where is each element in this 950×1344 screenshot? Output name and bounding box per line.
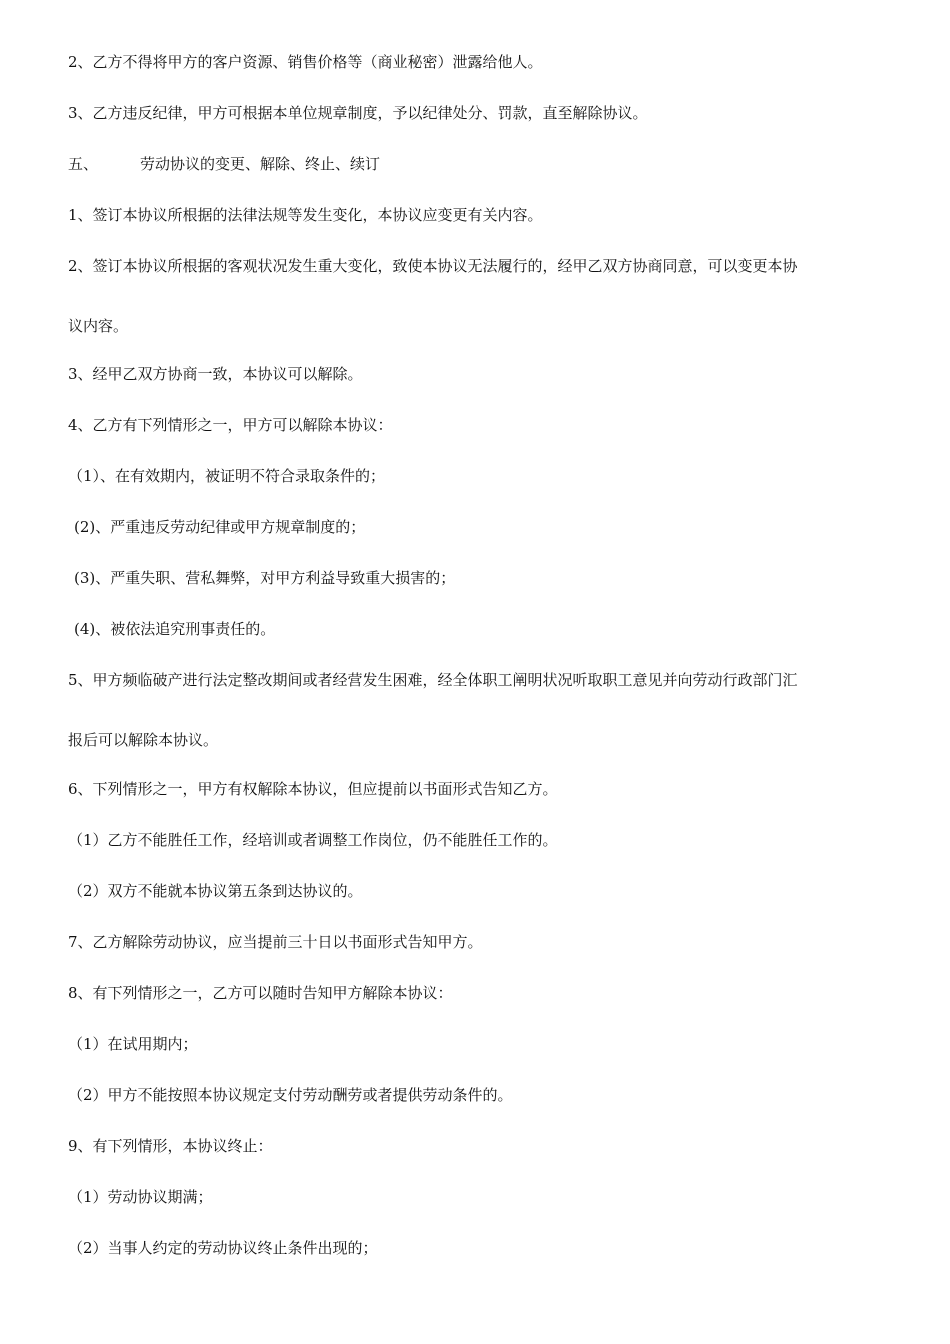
list-item-5-8-1: （1）在试用期内；: [68, 1035, 198, 1053]
list-item-5-4-1: （1）、在有效期内，被证明不符合录取条件的；: [68, 467, 386, 485]
list-item-5-4-4: (4)、被依法追究刑事责任的。: [74, 620, 276, 638]
list-item-5-6-2: （2）双方不能就本协议第五条到达协议的。: [68, 882, 363, 900]
section-heading-5: [68, 154, 380, 174]
list-item-5-6-1: （1）乙方不能胜任工作，经培训或者调整工作岗位，仍不能胜任工作的。: [68, 831, 558, 849]
paragraph-clause-5-9: 9、有下列情形，本协议终止：: [68, 1137, 273, 1155]
paragraph-clause-5-1: 1、签订本协议所根据的法律法规等发生变化，本协议应变更有关内容。: [68, 206, 543, 224]
paragraph-clause-5-5-continued: 报后可以解除本协议。: [68, 731, 219, 749]
list-item-5-4-2: (2)、严重违反劳动纪律或甲方规章制度的；: [74, 518, 366, 536]
paragraph-clause-5-6: 6、下列情形之一，甲方有权解除本协议，但应提前以书面形式告知乙方。: [68, 780, 558, 798]
list-item-5-9-2: （2）当事人约定的劳动协议终止条件出现的；: [68, 1239, 378, 1257]
paragraph-clause-5-2-continued: 议内容。: [68, 317, 129, 335]
paragraph-clause-5-7: 7、乙方解除劳动协议，应当提前三十日以书面形式告知甲方。: [68, 933, 483, 951]
paragraph-clause-5-8: 8、有下列情形之一，乙方可以随时告知甲方解除本协议：: [68, 984, 453, 1002]
list-item-5-9-1: （1）劳动协议期满；: [68, 1188, 213, 1206]
paragraph-clause-5-4: 4、乙方有下列情形之一，甲方可以解除本协议：: [68, 416, 393, 434]
paragraph-clause-5-3: 3、经甲乙双方协商一致，本协议可以解除。: [68, 365, 363, 383]
list-item-5-8-2: （2）甲方不能按照本协议规定支付劳动酬劳或者提供劳动条件的。: [68, 1086, 513, 1104]
paragraph-clause-5-5: 5、甲方频临破产进行法定整改期间或者经营发生困难，经全体职工阐明状况听取职工意见并向劳动行政部门汇: [68, 671, 798, 689]
paragraph-clause-4-2: 2、乙方不得将甲方的客户资源、销售价格等（商业秘密）泄露给他人。: [68, 53, 543, 71]
section-title: 劳动协议的变更、解除、终止、续订: [140, 155, 381, 173]
section-number: 五、: [68, 155, 99, 173]
list-item-5-4-3: (3)、严重失职、营私舞弊，对甲方利益导致重大损害的；: [74, 569, 456, 587]
paragraph-clause-5-2: 2、签订本协议所根据的客观状况发生重大变化，致使本协议无法履行的，经甲乙双方协商同意，可以变更本协: [68, 257, 798, 275]
paragraph-clause-4-3: 3、乙方违反纪律，甲方可根据本单位规章制度，予以纪律处分、罚款，直至解除协议。: [68, 104, 648, 122]
